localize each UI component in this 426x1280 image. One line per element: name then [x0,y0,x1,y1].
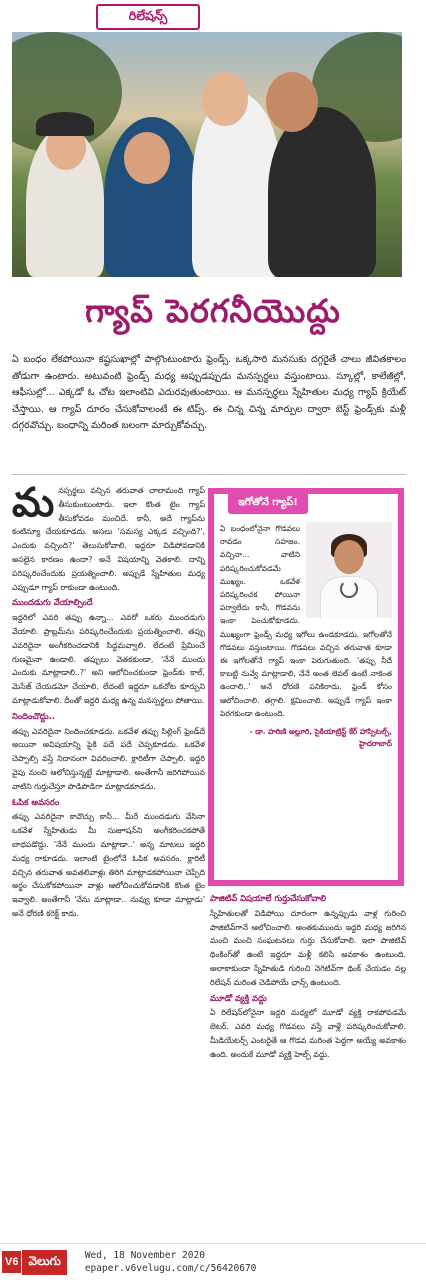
subhead-dont-blame: నిందించొద్దు.. [12,710,55,721]
right-column [210,890,406,1220]
subhead-positive: పాజిటివ్ విషయాలే గుర్తుచేసుకోవాలి [210,893,327,903]
edition-date: Wed, 18 November 2020 [84,1250,205,1261]
left-column [12,480,205,1214]
velugu-logo[interactable] [2,1249,67,1275]
sidebar-title: ఇగోతోనే గ్యాప్! [228,492,308,514]
right-para-1: స్నేహితులతో విడిపోయి దూరంగా ఉన్నప్పుడు వాళ్ల గురించి పాజిటివ్‌గానే ఆలోచించాలి. అంతకుముందు ఇద్దరి మధ్య జరిగిన మంచి మంచి సంఘటనలు గుర్తు చేసుకోవాలి. ఇలా పాజిటివ్ థింకింగ్‌తో ఉంటే ఇద్దరూ మళ్లీ కలిసే అవకాశం ఉంటుంది. అలాకాకుండా స్నేహితుడి గురించి నెగెటివ్‌గా థింక్ చేయడం వల్ల రిలేషన్ మరింత చెడిపోయే ఛాన్స్ ఉంటుంది. [210,908,406,987]
epaper-url[interactable]: epaper.v6velugu.com/c/56420670 [84,1263,257,1274]
section-tag [96,4,200,30]
hero-photo [12,32,402,277]
sidebar-credit: - డా. హరిణి అల్లూరి, సైకియాట్రిస్ట్ కేర్ హాస్పిటల్స్, హైదరాబాద్ [249,727,392,749]
photo-face-2 [124,132,170,184]
sidebar-box [208,488,404,886]
logo-name: వెలుగు [22,1250,66,1275]
doctor-face [334,540,364,574]
photo-face-4 [266,72,318,132]
photo-face-3 [202,72,248,126]
left-para-2: ఇద్దరిలో ఎవరి తప్పు ఉన్నా... ఎవరో ఒకరు ముందడుగు వేయాలి. ప్రాబ్లమ్‌ను పరిష్కరించేందుకు ప్రయత్నించాలి. తప్పు ఎవరిదైనా అంగీకరించడానికి సిద్ధమవ్వాలి. లేదంటే ప్రేమించే గుణమైనా ఉండాలి. తప్పులు వెతకకుండా, 'నేనే ముందు ఎందుకు మాట్లాడాలి..?' అని ఆలోచించకుండా ఫ్రెండ్‌కు కాల్, మెసేజ్ చేయడమో చేయాలి. లేదంటే ఇద్దరూ ఒకచోట కూర్చుని మాట్లాడుకోవాలి. దీంతో ఇద్దరి మధ్య ఉన్న మనస్పర్థలు పోతాయి. [12,613,205,705]
left-para-4: తప్పు ఎవరిదైనా కావొచ్చు కానీ... మీరే ముందడుగు వేసినా ఒకవేళ స్నేహితుడు మీ సుజూషన్‌ని అంగీకరించకపోతే బాధపడొద్దు. 'నేనే ముందు మాట్లాడా..' అన్న మాటలు ఇద్దరి మధ్య రాకూడదు. ఇలాంటి టైంలోనే ఓపిక అవసరం. క్లారిటీ వచ్చిన తరువాత అవతలివాళ్లు తిరిగి మాట్లాడకపోయినా చెప్పేది అర్థం చేసుకోకపోయినా వాళ్లు ఆలోచించుకోవడానికి కొంత టైం ఇవ్వాలి. అంతేగానీ 'నేను మాట్లాడా.. నువ్వు కూడా మాట్లాడు' అనే ధోరణి కరెక్ట్ కాదు. [12,812,205,918]
sidebar-inner [214,494,398,880]
divider [12,474,406,475]
subhead-step-forward: ముందడుగు వేయాల్సిందే [12,597,93,608]
section-tag-label: రిలేషన్స్ [128,7,168,23]
photo-person-4 [268,107,376,277]
stethoscope-icon [340,580,358,598]
subhead-third-person: మూడో వ్యక్తి వద్దు [210,992,267,1003]
footer [0,1243,426,1280]
sidebar-text: ఏ బంధంలోనైనా గొడవలు రావడం సహజం. వచ్చినా... వాటిని పరిష్కరించుకోవడమే ముఖ్యం. ఒకవేళ పరిష్కరించక పోయినా పర్వాలేదు కానీ, గొడవను ఇంకా పెంచుకోకూడదు. ముఖ్యంగా ఫ్రెండ్స్ మధ్య ఇగోలు ఉండకూడదు. ఇగోలతోనే గొడవలు వస్తుంటాయి. గొడవలు వచ్చిన తరువాత కూడా ఈ ఇగోలతోనే గ్యాప్ ఇంకా పెరుగుతుంది. 'తప్పు నీదే కాబట్టి నువ్వే మాట్లాడాలి, నేనే అంత లెవల్ ఉంటే నాకెంత ఉందాలి..' అనే ధోరణి పనికిరాదు. ఫ్రెండ్ కోసం ఆలోచించాలి. తగ్గాలి. క్షమించాలి. అప్పుడే గ్యాప్ ఇంకా పెరగకుండా ఉంటుంది. [220,524,392,718]
drop-cap: మ [12,480,55,526]
left-para-3: తప్పు ఎవరిదైనా నిందించకూడదు. ఒకవేళ తప్పు సిల్లింగ్ ఫ్రెండ్‌దే అయినా అవిషయాన్ని పైకి పదే పదే చెప్పకూడదు. ఒకవేళ చెప్పాల్సి వస్తే నిదానంగా వివరించాలి. క్లారిటీగా చెప్పాలి. ఇద్దరి వైపు నుంచి ఆలోచిస్తున్నట్టే మాట్లాడాలి. అంతేగానీ జరిగిపోయిన వాటిని గుర్తుచేస్తూ పొడిపొడిగా మాట్లాడకూడదు. [12,726,205,791]
subhead-patience: ఓపిక అవసరం [12,796,60,807]
intro-paragraph: ఏ బంధం లేకపోయినా కష్టసుఖాల్లో పాల్గొంటుంటారు ఫ్రెండ్స్. ఒక్కసారి మనసుకు దగ్గరైతే చాలు జీవితకాలం తోడుగా ఉంటారు. అటువంటి ఫ్రెండ్స్ మధ్య అప్పుడప్పుడు మనస్పర్థలు వస్తుంటాయి. స్కూల్లో, కాలేజీల్లో, ఆఫీసుల్లో... ఎక్కడో ఓ చోట ఇలాంటివి ఎదురవుతుంటాయి. ఆ మనస్పర్థలు స్నేహితుల మధ్య గ్యాప్ క్రియేట్ చేస్తాయి. ఆ గ్యాప్ దూరం చేసుకోవాలంటే ఈ టిప్స్. ఈ చిన్న చిన్న మార్పుల ద్వారా బెస్ట్ ఫ్రెండ్స్‌కు మళ్లీ దగ్గరవొచ్చు. బంధాన్ని మరింత బలంగా మార్చుకోవచ్చు. [12,354,406,432]
left-para-1 [12,480,205,594]
left-para-1-text: నస్పర్థలు వచ్చిన తరువాత చాలామంది గ్యాప్ తీసుకుంటుంటారు. ఇలా కొంత టైం గ్యాప్ తీసుకోవడం మంచిదే. కానీ, అదే గ్యాప్‌ను కంటిన్యూ చేయకూడదు. అసలు 'సమస్య ఎక్కడ వచ్చింది?', ఎందుకు వచ్చింది?' తెలుసుకోవాలి. ఇద్దరూ విడిపోవడానికి అసలైన కారణం ఉందా? అనే విషయాన్ని వెతకాలి. దాన్ని పరిష్కరించేందుకు ప్రయత్నించాలి. అప్పుడే స్నేహితుల మధ్య ఎప్పుడూ గ్యాప్ రాకుండా ఉంటుంది. [12,486,205,592]
doctor-photo [306,522,392,618]
logo-mark: V6 [2,1251,21,1273]
footer-meta [85,1249,257,1275]
headline: గ్యాప్ పెరగనీయొద్దు [85,292,341,330]
photo-hat [36,112,94,136]
right-para-2: ఏ రిలేషన్‌లోనైనా ఇద్దరి మధ్యలో మూడో వ్యక్తి రాకపోవడమే బెటర్. ఎవరి మధ్య గొడవలు వస్తే వాళ్లే పరిష్కరించుకోవాలి. మీడియేటర్స్ ఎంటరైతే ఆ గొడవ మరింత పెద్దగా అయ్యే అవకాశం ఉంది. అందుకే మూడో వ్యక్తి హెల్ప్ వద్దు. [210,1008,406,1059]
